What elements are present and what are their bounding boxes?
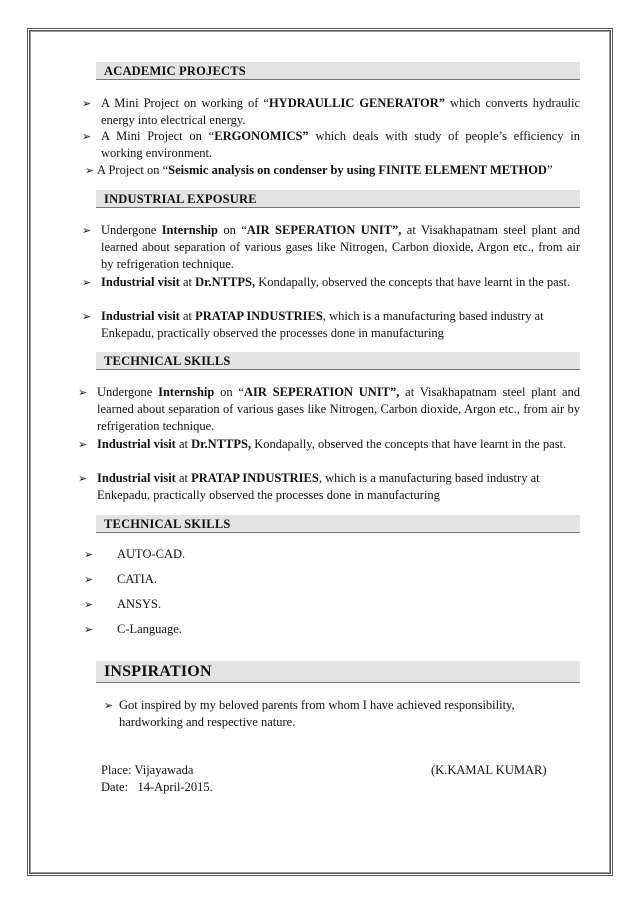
arrow-bullet-icon: ➢ (84, 573, 94, 586)
list-item: ➢ A Mini Project on working of “HYDRAULLIC GENERATOR” which converts hydraulic energy into electrical energy. (82, 96, 580, 127)
arrow-bullet-icon: ➢ (104, 699, 114, 712)
arrow-bullet-icon: ➢ (84, 598, 94, 611)
list-item: ➢ Undergone Internship on “AIR SEPERATION UNIT”, at Visakhapatnam steel plant and learned about separation of various gases like Nitrogen, Carbon dioxide, Argon etc., from air by refrigeration technique. (78, 385, 581, 433)
section-header-industrial-exposure: INDUSTRIAL EXPOSURE (96, 190, 580, 208)
list-item: ➢ Industrial visit at PRATAP INDUSTRIES, which is a manufacturing based industry at Enkepadu, practically observed the processes done in manufacturing (78, 471, 540, 502)
list-item: ➢ AUTO-CAD. (84, 547, 186, 561)
list-item: ➢ Undergone Internship on “AIR SEPERATION UNIT”, at Visakhapatnam steel plant and learned about separation of various gases like Nitrogen, Carbon dioxide, Argon etc., from air by refrigeration technique. (82, 223, 581, 271)
list-item: ➢ A Mini Project on “ERGONOMICS” which deals with study of people’s efficiency in working environment. (82, 129, 580, 160)
arrow-bullet-icon: ➢ (85, 164, 95, 177)
arrow-bullet-icon: ➢ (82, 310, 92, 323)
arrow-bullet-icon: ➢ (78, 386, 88, 399)
place-text: Place: Vijayawada (101, 763, 194, 777)
list-item: ➢ CATIA. (84, 572, 157, 586)
list-item: ➢ Got inspired by my beloved parents from whom I have achieved responsibility, hardworking and respective nature. (104, 698, 515, 729)
section-header-inspiration: INSPIRATION (96, 661, 580, 683)
list-item: ➢ A Project on “Seismic analysis on condenser by using FINITE ELEMENT METHOD” (85, 163, 553, 177)
list-item: ➢ ANSYS. (84, 597, 162, 611)
section-header-academic-projects: ACADEMIC PROJECTS (96, 62, 580, 80)
arrow-bullet-icon: ➢ (82, 224, 92, 237)
arrow-bullet-icon: ➢ (84, 623, 94, 636)
arrow-bullet-icon: ➢ (82, 97, 92, 110)
arrow-bullet-icon: ➢ (82, 276, 92, 289)
date-text: Date: 14-April-2015. (101, 780, 213, 794)
list-item: ➢ Industrial visit at PRATAP INDUSTRIES, which is a manufacturing based industry at Enkepadu, practically observed the processes done in manufacturing (82, 309, 544, 340)
arrow-bullet-icon: ➢ (84, 548, 94, 561)
section-header-technical-skills: TECHNICAL SKILLS (96, 352, 580, 370)
section-header-technical-skills-list: TECHNICAL SKILLS (96, 515, 580, 533)
list-item: ➢ Industrial visit at Dr.NTTPS, Kondapally, observed the concepts that have learnt in the past. (78, 437, 567, 451)
arrow-bullet-icon: ➢ (78, 438, 88, 451)
signature-name: (K.KAMAL KUMAR) (431, 763, 547, 777)
list-item: ➢ C-Language. (84, 622, 182, 636)
list-item: ➢ Industrial visit at Dr.NTTPS, Kondapally, observed the concepts that have learnt in the past. (82, 275, 571, 289)
arrow-bullet-icon: ➢ (82, 130, 92, 143)
arrow-bullet-icon: ➢ (78, 472, 88, 485)
